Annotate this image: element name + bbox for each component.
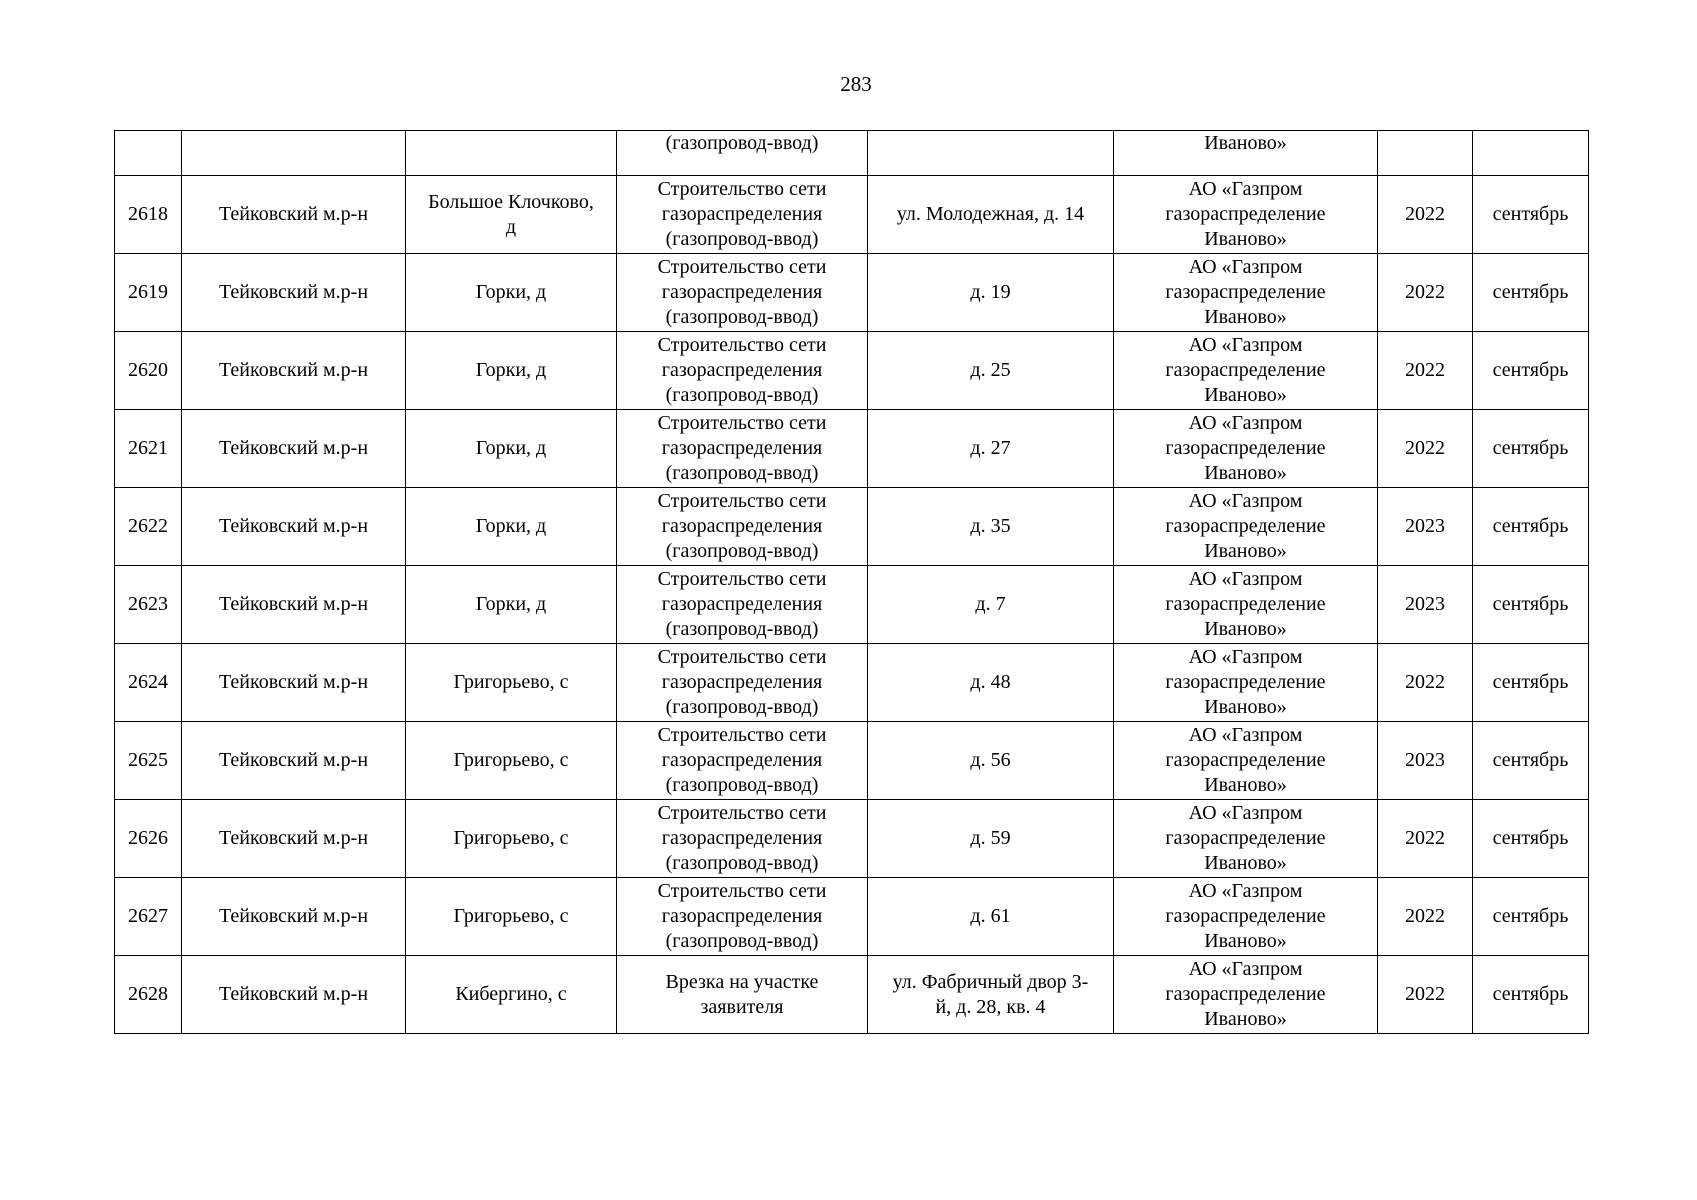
- cell-address: д. 61: [868, 878, 1114, 956]
- cell-year: [1378, 131, 1473, 176]
- cell-address: д. 56: [868, 722, 1114, 800]
- page-number: 283: [840, 72, 872, 96]
- cell-work-type: Строительство сети газораспределения (газопровод-ввод): [617, 878, 868, 956]
- table-row: [115, 878, 1589, 956]
- cell-number: 2618: [115, 176, 182, 254]
- cell-organization: АО «Газпром газораспределение Иваново»: [1114, 488, 1378, 566]
- cell-address: д. 19: [868, 254, 1114, 332]
- cell-number: 2623: [115, 566, 182, 644]
- cell-district: Тейковский м.р-н: [182, 176, 406, 254]
- cell-work-type: Строительство сети газораспределения (газопровод-ввод): [617, 488, 868, 566]
- cell-address: [868, 131, 1114, 176]
- table-row: [115, 722, 1589, 800]
- cell-settlement: Григорьево, с: [406, 722, 617, 800]
- cell-month: сентябрь: [1473, 800, 1589, 878]
- cell-month: сентябрь: [1473, 488, 1589, 566]
- cell-settlement: Григорьево, с: [406, 800, 617, 878]
- cell-month: [1473, 131, 1589, 176]
- cell-organization: АО «Газпром газораспределение Иваново»: [1114, 566, 1378, 644]
- cell-settlement: Горки, д: [406, 410, 617, 488]
- cell-work-type: Строительство сети газораспределения (газопровод-ввод): [617, 410, 868, 488]
- cell-month: сентябрь: [1473, 332, 1589, 410]
- cell-settlement: Большое Клочково, д: [406, 176, 617, 254]
- cell-settlement: Горки, д: [406, 254, 617, 332]
- cell-organization: АО «Газпром газораспределение Иваново»: [1114, 644, 1378, 722]
- gasification-table: [114, 130, 1589, 1034]
- cell-number: 2624: [115, 644, 182, 722]
- cell-month: сентябрь: [1473, 878, 1589, 956]
- cell-organization: АО «Газпром газораспределение Иваново»: [1114, 800, 1378, 878]
- continuation-row: [115, 131, 1589, 176]
- cell-number: 2626: [115, 800, 182, 878]
- table-row: [115, 332, 1589, 410]
- cell-settlement: Горки, д: [406, 488, 617, 566]
- cell-number: 2620: [115, 332, 182, 410]
- cell-settlement: Григорьево, с: [406, 644, 617, 722]
- cell-year: 2022: [1378, 332, 1473, 410]
- cell-address: д. 27: [868, 410, 1114, 488]
- cell-month: сентябрь: [1473, 956, 1589, 1034]
- cell-organization: АО «Газпром газораспределение Иваново»: [1114, 254, 1378, 332]
- cell-settlement: Кибергино, с: [406, 956, 617, 1034]
- cell-address: ул. Фабричный двор 3- й, д. 28, кв. 4: [868, 956, 1114, 1034]
- cell-district: Тейковский м.р-н: [182, 644, 406, 722]
- table-body: [115, 131, 1589, 1034]
- table-row: [115, 410, 1589, 488]
- cell-year: 2022: [1378, 800, 1473, 878]
- table-row: [115, 176, 1589, 254]
- cell-district: Тейковский м.р-н: [182, 410, 406, 488]
- cell-work-type: Строительство сети газораспределения (газопровод-ввод): [617, 644, 868, 722]
- cell-address: д. 48: [868, 644, 1114, 722]
- cell-settlement: Горки, д: [406, 566, 617, 644]
- cell-year: 2023: [1378, 722, 1473, 800]
- cell-district: Тейковский м.р-н: [182, 488, 406, 566]
- cell-organization: Иваново»: [1114, 131, 1378, 176]
- cell-address: д. 7: [868, 566, 1114, 644]
- cell-settlement: Горки, д: [406, 332, 617, 410]
- cell-settlement: Григорьево, с: [406, 878, 617, 956]
- cell-district: [182, 131, 406, 176]
- cell-year: 2023: [1378, 566, 1473, 644]
- cell-address: д. 59: [868, 800, 1114, 878]
- cell-work-type: Строительство сети газораспределения (газопровод-ввод): [617, 176, 868, 254]
- cell-district: Тейковский м.р-н: [182, 254, 406, 332]
- cell-organization: АО «Газпром газораспределение Иваново»: [1114, 176, 1378, 254]
- table-row: [115, 800, 1589, 878]
- cell-work-type: Строительство сети газораспределения (газопровод-ввод): [617, 722, 868, 800]
- table-row: [115, 488, 1589, 566]
- cell-district: Тейковский м.р-н: [182, 566, 406, 644]
- cell-number: 2625: [115, 722, 182, 800]
- cell-year: 2022: [1378, 254, 1473, 332]
- cell-year: 2022: [1378, 956, 1473, 1034]
- table-row: [115, 566, 1589, 644]
- cell-month: сентябрь: [1473, 722, 1589, 800]
- cell-year: 2023: [1378, 488, 1473, 566]
- cell-month: сентябрь: [1473, 410, 1589, 488]
- cell-settlement: [406, 131, 617, 176]
- cell-month: сентябрь: [1473, 176, 1589, 254]
- cell-organization: АО «Газпром газораспределение Иваново»: [1114, 956, 1378, 1034]
- cell-number: 2619: [115, 254, 182, 332]
- cell-month: сентябрь: [1473, 566, 1589, 644]
- cell-year: 2022: [1378, 176, 1473, 254]
- cell-organization: АО «Газпром газораспределение Иваново»: [1114, 878, 1378, 956]
- cell-number: 2627: [115, 878, 182, 956]
- cell-work-type: Строительство сети газораспределения (газопровод-ввод): [617, 332, 868, 410]
- cell-address: д. 35: [868, 488, 1114, 566]
- cell-work-type: (газопровод-ввод): [617, 131, 868, 176]
- cell-work-type: Строительство сети газораспределения (газопровод-ввод): [617, 800, 868, 878]
- cell-address: ул. Молодежная, д. 14: [868, 176, 1114, 254]
- cell-year: 2022: [1378, 644, 1473, 722]
- cell-district: Тейковский м.р-н: [182, 956, 406, 1034]
- cell-month: сентябрь: [1473, 644, 1589, 722]
- cell-district: Тейковский м.р-н: [182, 722, 406, 800]
- cell-number: 2622: [115, 488, 182, 566]
- cell-address: д. 25: [868, 332, 1114, 410]
- cell-number: 2628: [115, 956, 182, 1034]
- table-row: [115, 644, 1589, 722]
- cell-month: сентябрь: [1473, 254, 1589, 332]
- cell-work-type: Строительство сети газораспределения (газопровод-ввод): [617, 254, 868, 332]
- cell-year: 2022: [1378, 878, 1473, 956]
- cell-organization: АО «Газпром газораспределение Иваново»: [1114, 332, 1378, 410]
- cell-number: 2621: [115, 410, 182, 488]
- cell-district: Тейковский м.р-н: [182, 332, 406, 410]
- table-row: [115, 254, 1589, 332]
- cell-district: Тейковский м.р-н: [182, 800, 406, 878]
- cell-work-type: Строительство сети газораспределения (газопровод-ввод): [617, 566, 868, 644]
- cell-organization: АО «Газпром газораспределение Иваново»: [1114, 722, 1378, 800]
- cell-number: [115, 131, 182, 176]
- cell-organization: АО «Газпром газораспределение Иваново»: [1114, 410, 1378, 488]
- cell-district: Тейковский м.р-н: [182, 878, 406, 956]
- cell-work-type: Врезка на участке заявителя: [617, 956, 868, 1034]
- cell-year: 2022: [1378, 410, 1473, 488]
- table-row: [115, 956, 1589, 1034]
